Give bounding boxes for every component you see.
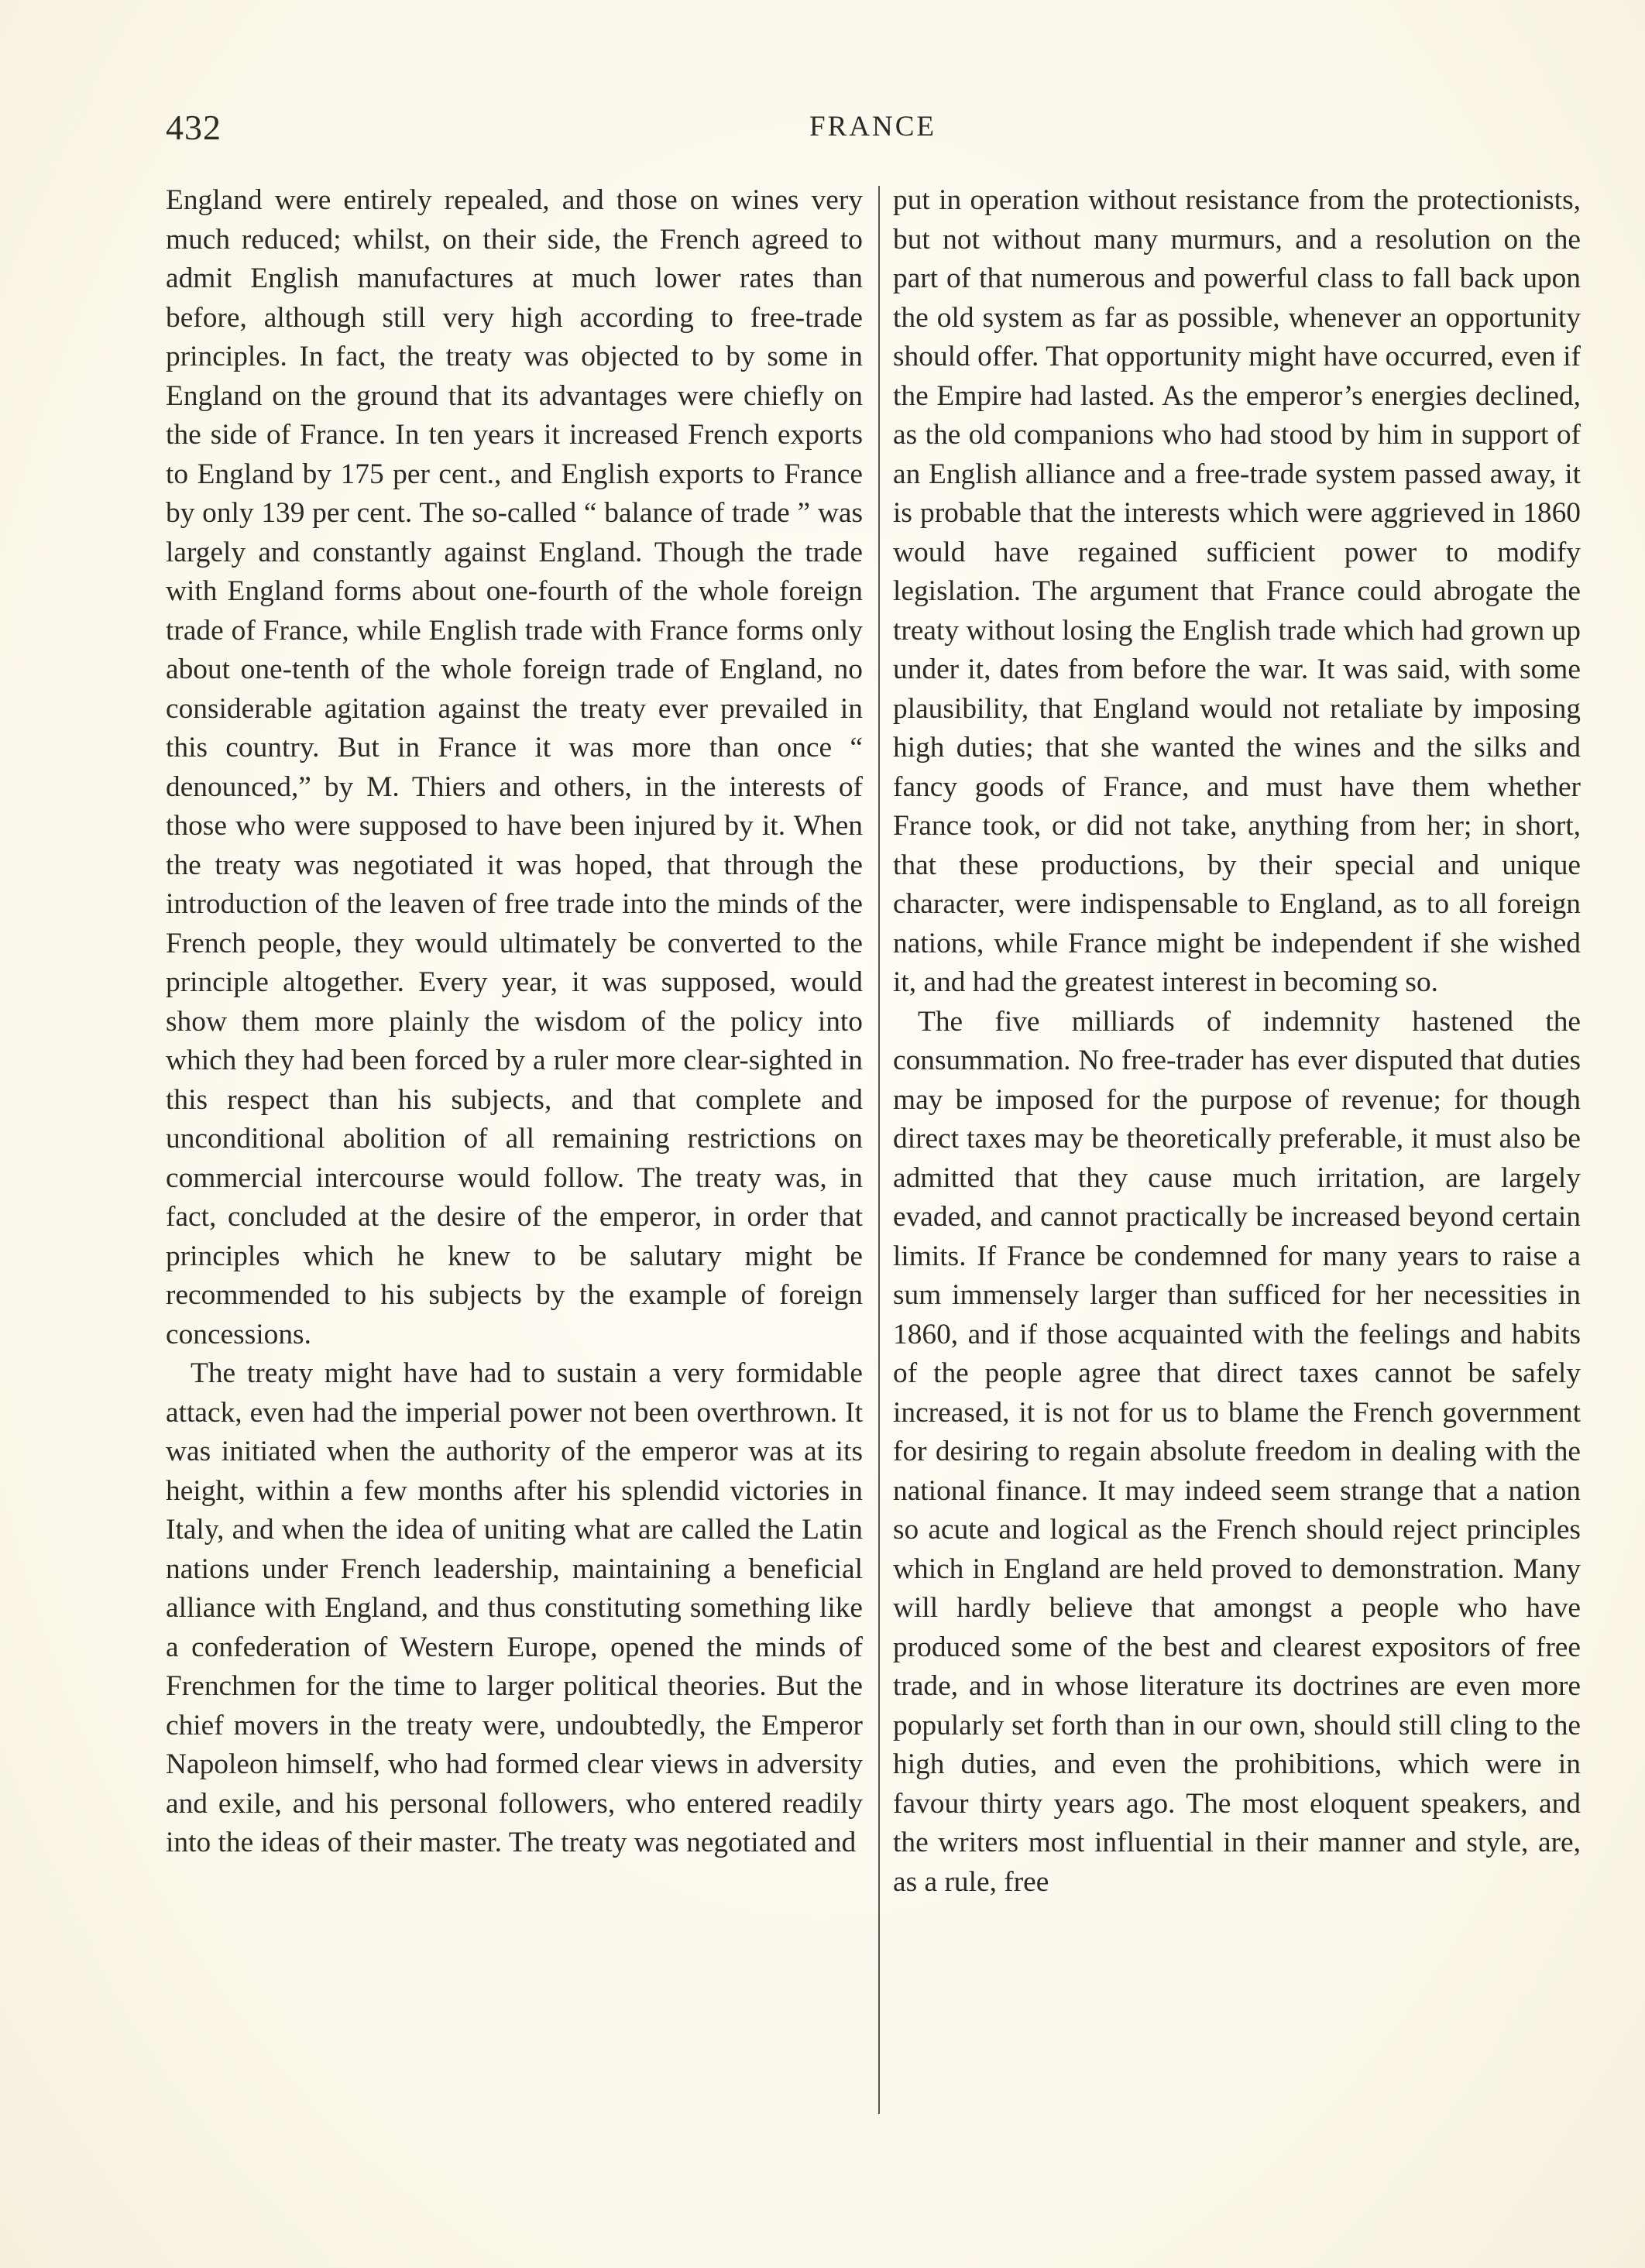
running-head xyxy=(166,107,1580,153)
paragraph: The treaty might have had to sustain a very formidable attack, even had the imperial power not been overthrown. It was initiated when the authority of the emperor was at its height, within a few months after his splendid victories in Italy, and when the idea of uniting what are called the Latin nations under French leadership, maintaining a beneficial alliance with England, and thus constituting something like a confederation of Western Europe, opened the minds of Frenchmen for the time to larger political theories. But the chief movers in the treaty were, undoubtedly, the Emperor Napoleon himself, who had formed clear views in adversity and exile, and his personal followers, who entered readily into the ideas of their master. The treaty was negotiated and xyxy=(166,1357,863,1858)
left-column xyxy=(166,181,863,1863)
column-divider xyxy=(878,186,880,2114)
paragraph: England were entirely repealed, and those on wines very much reduced; whilst, on their side, the French agreed to admit English manufactures at much lower rates than before, although still very high according to free-trade principles. In fact, the treaty was objected to by some in England on the ground that its advantages were chiefly on the side of France. In ten years it increased French exports to England by 175 per cent., and English exports to France by only 139 per cent. The so-called “ balance of trade ” was largely and constantly against England. Though the trade with England forms about one-fourth of the whole foreign trade of France, while English trade with France forms only about one-tenth of the whole foreign trade of England, no considerable agitation against the treaty ever prevailed in this country. But in France it was more than once “ denounced,” by M. Thiers and others, in the interests of those who were supposed to have been injured by it. When the treaty was negotiated it was hoped, that through the introduction of the leaven of free trade into the minds of the French people, they would ultimately be converted to the principle altogether. Every year, it was supposed, would show them more plainly the wisdom of the policy into which they had been forced by a ruler more clear-sighted in this respect than his subjects, and that complete and unconditional abolition of all remaining restrictions on commercial intercourse would follow. The treaty was, in fact, concluded at the desire of the emperor, in order that principles which he knew to be salutary might be recommended to his subjects by the example of foreign concessions. xyxy=(166,184,863,1350)
paragraph: The five milliards of indemnity hastened the consummation. No free-trader has ever disputed that duties may be imposed for the purpose of revenue; for though direct taxes may be theoretically preferable, it must also be admitted that they cause much irritation, are largely evaded, and cannot practically be increased beyond certain limits. If France be condemned for many years to raise a sum immensely larger than sufficed for her necessities in 1860, and if those acquainted with the feelings and habits of the people agree that direct taxes cannot be safely increased, it is not for us to blame the French government for desiring to regain absolute freedom in dealing with the national finance. It may indeed seem strange that a nation so acute and logical as the French should reject principles which in England are held proved to demonstration. Many will hardly believe that amongst a people who have produced some of the best and clearest expositors of free trade, and in whose literature its doctrines are even more popularly set forth than in our own, should still cling to the high duties, and even the prohibitions, which were in favour thirty years ago. The most eloquent speakers, and the writers most influential in their manner and style, are, as a rule, free xyxy=(893,1005,1581,1898)
page-number: 432 xyxy=(166,108,222,147)
paragraph: put in operation without resistance from the protectionists, but not without many murmurs, and a resolution on the part of that numerous and powerful class to fall back upon the old system as far as possible, whenever an opportunity should offer. That opportunity might have occurred, even if the Empire had lasted. As the emperor’s energies declined, as the old companions who had stood by him in support of an English alliance and a free-trade system passed away, it is probable that the interests which were aggrieved in 1860 would have regained sufficient power to modify legislation. The argument that France could abrogate the treaty without losing the English trade which had grown up under it, dates from before the war. It was said, with some plausibility, that England would not retaliate by imposing high duties; that she wanted the wines and the silks and fancy goods of France, and must have them whether France took, or did not take, anything from her; in short, that these productions, by their special and unique character, were indispensable to England, as to all foreign nations, while France might be independent if she wished it, and had the greatest interest in becoming so. xyxy=(893,184,1581,998)
right-column xyxy=(893,181,1581,1902)
running-title: FRANCE xyxy=(809,111,936,142)
